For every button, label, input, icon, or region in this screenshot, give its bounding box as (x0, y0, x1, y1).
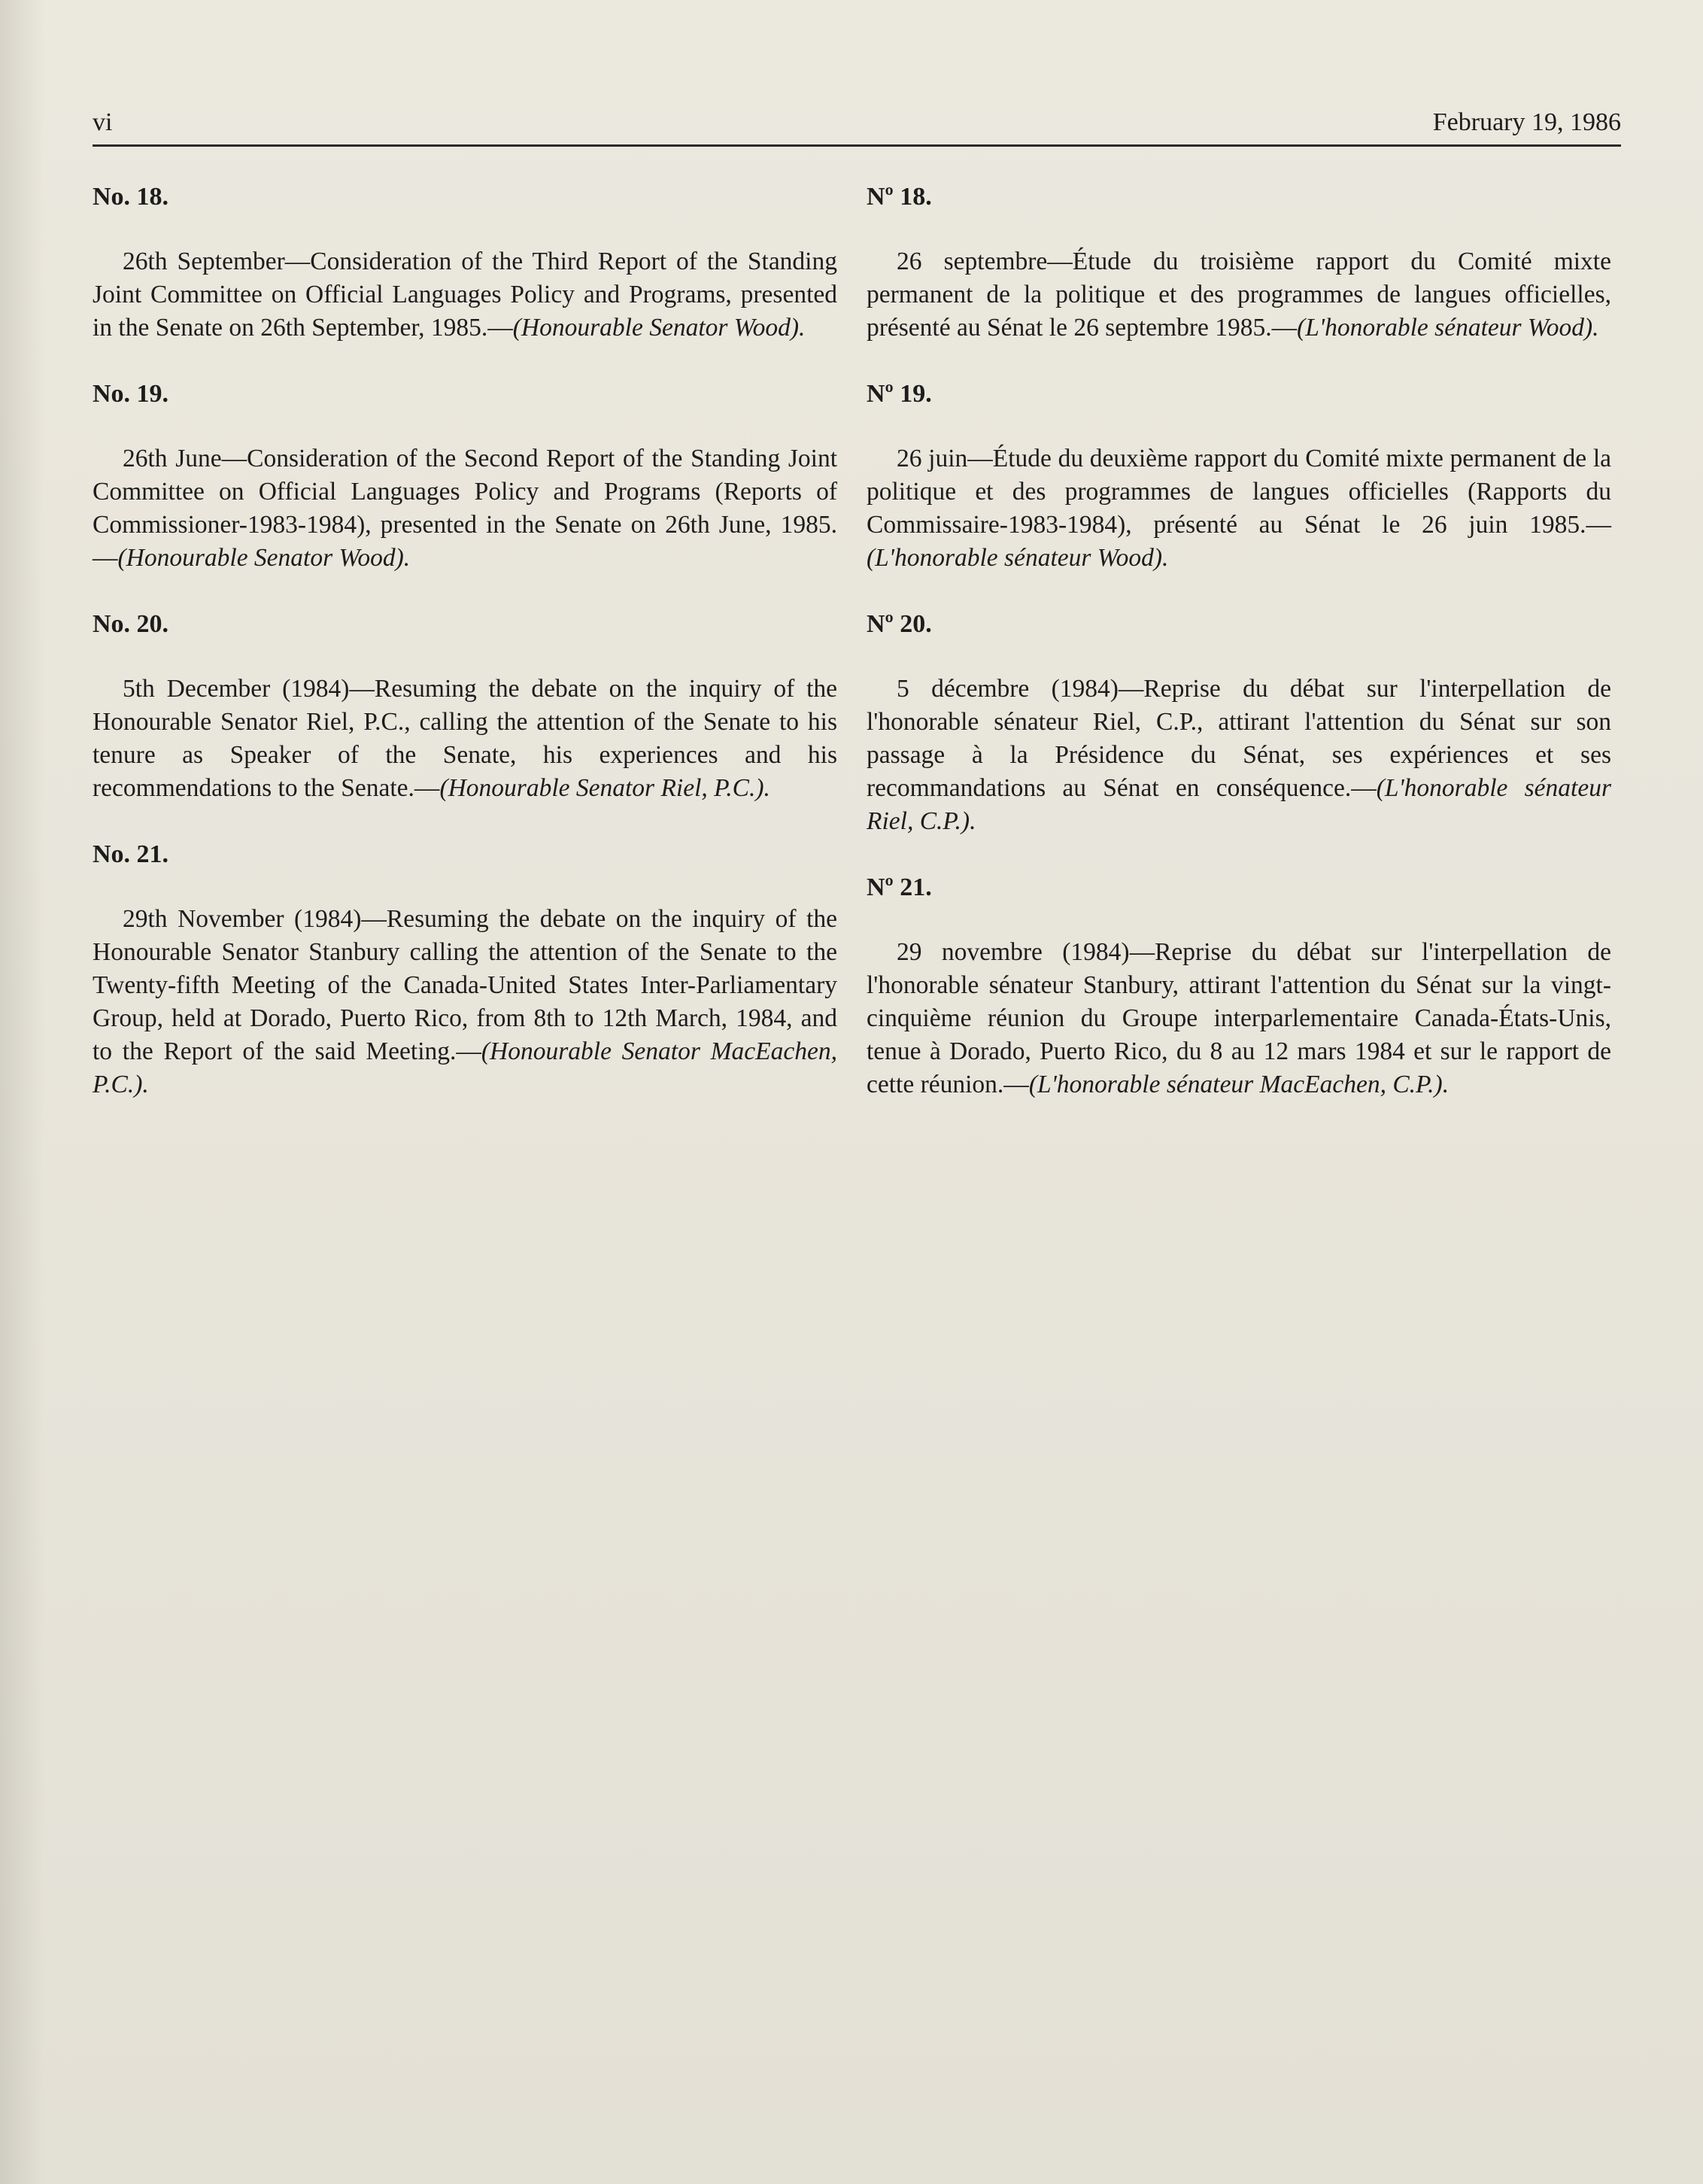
order-entry-fr-20 (867, 608, 1611, 838)
entry-text: 29 novembre (1984)—Reprise du débat sur l'interpellation de l'honorable sénateur Stanbury, attirant l'attention du Sénat sur la vingt-cinquième réunion du Groupe interparlementaire Canada-États-Unis, tenue à Dorado, Puerto Rico, du 8 au 12 mars 1984 et sur le rapport de cette réunion.—(L'honorable sénateur MacEachen, C.P.). (867, 938, 1611, 1098)
page-number: vi (93, 108, 113, 136)
entry-reference: (L'honorable sénateur MacEachen, C.P.). (1028, 1071, 1450, 1098)
entry-text: 29th November (1984)—Resuming the debate on the inquiry of the Honourable Senator Stanbury calling the attention of the Senate to the Twenty-fifth Meeting of the Canada-United States Inter-Parliamentary Group, held at Dorado, Puerto Rico, from 8th to 12th March, 1984, and to the Report of the said Meeting.—(Honourable Senator MacEachen, P.C.). (93, 905, 837, 1098)
entry-number: Nº 19. (867, 380, 932, 408)
order-entry-en-18 (93, 181, 837, 345)
entry-number: No. 19. (93, 380, 169, 408)
entry-text: 26th September—Consideration of the Third Report of the Standing Joint Committee on Official Languages Policy and Programs, presented in the Senate on 26th September, 1985.—(Honourable Senator Wood). (93, 248, 837, 342)
entry-text: 5 décembre (1984)—Reprise du débat sur l'interpellation de l'honorable sénateur Riel, C.P., attirant l'attention du Sénat sur son passage à la Présidence du Sénat, ses expériences et ses recommandations au Sénat en conséquence.—(L'honorable sénateur Riel, C.P.). (867, 675, 1611, 835)
order-entry-en-21 (93, 838, 837, 1101)
entry-reference: (Honourable Senator Wood). (117, 544, 411, 572)
entry-reference: (Honourable Senator Wood). (512, 314, 806, 342)
page-edge-shadow (0, 0, 45, 2184)
page-header (93, 105, 1621, 147)
entry-number: Nº 18. (867, 183, 932, 211)
entry-reference: (L'honorable sénateur Wood). (867, 544, 1169, 572)
entry-reference: (L'honorable sénateur Wood). (1297, 314, 1599, 342)
entry-number: No. 20. (93, 610, 169, 638)
entry-number: No. 21. (93, 840, 169, 868)
order-entry-fr-18 (867, 181, 1611, 345)
english-column (93, 181, 837, 1135)
order-entry-fr-21 (867, 871, 1611, 1101)
entry-number: Nº 21. (867, 873, 932, 901)
entry-text: 5th December (1984)—Resuming the debate on the inquiry of the Honourable Senator Riel, P.C., calling the attention of the Senate to his tenure as Speaker of the Senate, his experiences and his recommendations to the Senate.—(Honourable Senator Riel, P.C.). (93, 675, 837, 802)
entry-text: 26th June—Consideration of the Second Report of the Standing Joint Committee on Official Languages Policy and Programs (Reports of Commissioner-1983-1984), presented in the Senate on 26th June, 1985.—(Honourable Senator Wood). (93, 445, 837, 572)
entry-number: No. 18. (93, 183, 169, 211)
french-column (867, 181, 1611, 1135)
entry-text: 26 septembre—Étude du troisième rapport du Comité mixte permanent de la politique et des programmes de langues officielles, présenté au Sénat le 26 septembre 1985.—(L'honorable sénateur Wood). (867, 248, 1611, 342)
entry-number: Nº 20. (867, 610, 932, 638)
page-date: February 19, 1986 (1432, 108, 1621, 136)
entry-reference: (Honourable Senator MacEachen, P.C.). (93, 1037, 837, 1098)
order-entry-fr-19 (867, 378, 1611, 575)
entry-reference: (L'honorable sénateur Riel, C.P.). (867, 774, 1611, 835)
order-entry-en-19 (93, 378, 837, 575)
order-entry-en-20 (93, 608, 837, 805)
entry-reference: (Honourable Senator Riel, P.C.). (439, 774, 770, 802)
entry-text: 26 juin—Étude du deuxième rapport du Comité mixte permanent de la politique et des programmes de langues officielles (Rapports du Commissaire-1983-1984), présenté au Sénat le 26 juin 1985.—(L'honorable sénateur Wood). (867, 445, 1611, 572)
